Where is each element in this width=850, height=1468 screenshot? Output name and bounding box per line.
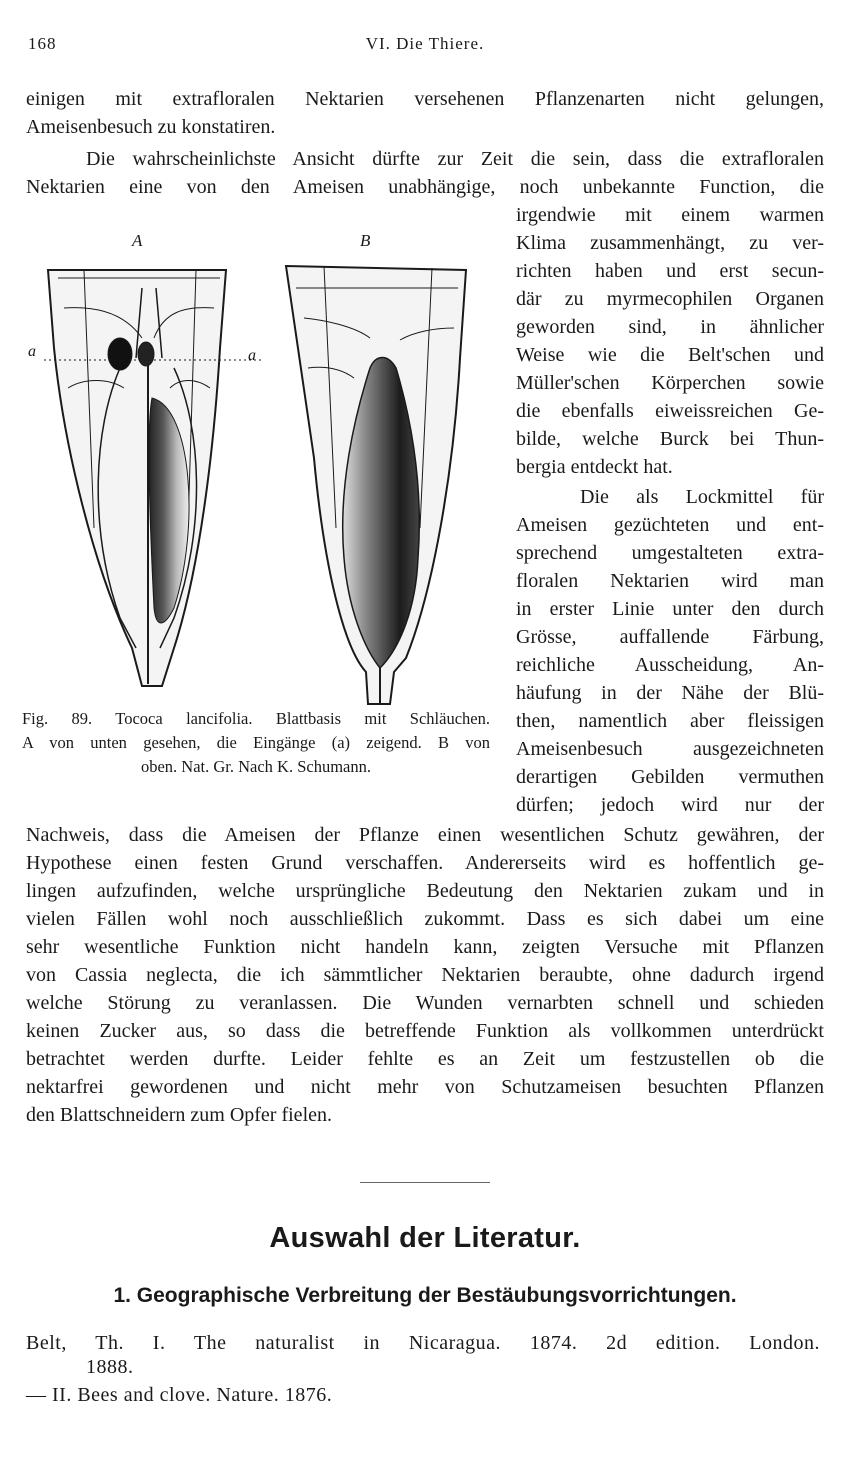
text-line: floralen Nektarien wird man <box>516 570 824 592</box>
figure-caption <box>22 707 490 779</box>
figure-illustration <box>24 228 494 718</box>
page-number: 168 <box>28 34 57 53</box>
section-divider <box>360 1182 490 1183</box>
text-line: von Cassia neglecta, die ich sämmtlicher Nektarien beraubte, ohne dadurch irgend <box>26 964 824 986</box>
text-line: Ameisenbesuch ausgezeichneten <box>516 738 824 760</box>
running-head <box>28 34 822 58</box>
figure-svg <box>24 228 494 718</box>
text-line: welche Störung zu veranlassen. Die Wunden vernarbten schnell und schieden <box>26 992 824 1014</box>
text-line: bilde, welche Burck bei Thun- <box>516 428 824 450</box>
literature-heading: Auswahl der Literatur. <box>269 1222 581 1254</box>
text-line: häufung in der Nähe der Blü- <box>516 682 824 704</box>
text-line: Die wahrscheinlichste Ansicht dürfte zur Zeit die sein, dass die extrafloralen <box>86 148 824 170</box>
text-line: derartigen Gebilden vermuthen <box>516 766 824 788</box>
text-line: richten haben und erst secun- <box>516 260 824 282</box>
text-line: keinen Zucker aus, so dass die betreffende Funktion als vollkommen unterdrückt <box>26 1020 824 1042</box>
text-line: där zu myrmecophilen Organen <box>516 288 824 310</box>
text-line: Ameisenbesuch zu konstatiren. <box>26 116 276 138</box>
text-line: die ebenfalls eiweissreichen Ge- <box>516 400 824 422</box>
reference-entry-continued: 1888. <box>86 1356 134 1378</box>
figure-marker-left: a <box>28 343 36 360</box>
text-line: sprechend umgestalteten extra- <box>516 542 824 564</box>
figure-b-drawing <box>286 266 466 704</box>
literature-subheading: 1. Geographische Verbreitung der Bestäubungsvorrichtungen. <box>113 1284 737 1307</box>
reference-entry: Belt, Th. I. The naturalist in Nicaragua. 1874. 2d edition. London. <box>26 1332 820 1354</box>
text-line: Ameisen gezüchteten und ent- <box>516 514 824 536</box>
text-line: Nachweis, dass die Ameisen der Pflanze einen wesentlichen Schutz gewähren, der <box>26 824 824 846</box>
text-line: Grösse, auffallende Färbung, <box>516 626 824 648</box>
text-line: irgendwie mit einem warmen <box>516 204 824 226</box>
figure-label-b: B <box>360 231 371 250</box>
figure-a-drawing <box>44 270 262 686</box>
text-line: vielen Fällen wohl noch ausschließlich zukommt. Dass es sich dabei um eine <box>26 908 824 930</box>
text-line: reichliche Ausscheidung, An- <box>516 654 824 676</box>
text-line: dürfen; jedoch wird nur der <box>516 794 824 816</box>
text-line: betrachtet werden durfte. Leider fehlte es an Zeit um festzustellen ob die <box>26 1048 824 1070</box>
text-line: geworden sind, in ähnlicher <box>516 316 824 338</box>
text-line: sehr wesentliche Funktion nicht handeln kann, zeigten Versuche mit Pflanzen <box>26 936 824 958</box>
text-line: Die als Lockmittel für <box>580 486 824 508</box>
text-line: Müller'schen Körperchen sowie <box>516 372 824 394</box>
caption-line: Fig. 89. Tococa lancifolia. Blattbasis mit Schläuchen. <box>22 709 490 728</box>
text-line: then, namentlich aber fleissigen <box>516 710 824 732</box>
figure-label-a: A <box>132 231 143 250</box>
text-line: Klima zusammenhängt, zu ver- <box>516 232 824 254</box>
caption-line: A von unten gesehen, die Eingänge (a) zeigend. B von <box>22 733 490 752</box>
text-line: lingen aufzufinden, welche ursprüngliche Bedeutung den Nektarien zukam und in <box>26 880 824 902</box>
reference-entry: — II. Bees and clove. Nature. 1876. <box>26 1384 333 1406</box>
text-line: Hypothese einen festen Grund verschaffen. Andererseits wird es hoffentlich ge- <box>26 852 824 874</box>
figure-marker-right: a <box>248 347 256 364</box>
text-line: Weise wie die Belt'schen und <box>516 344 824 366</box>
text-line: bergia entdeckt hat. <box>516 456 673 478</box>
text-line: den Blattschneidern zum Opfer fielen. <box>26 1104 332 1126</box>
text-line: in erster Linie unter den durch <box>516 598 824 620</box>
caption-line: oben. Nat. Gr. Nach K. Schumann. <box>140 757 372 776</box>
text-line: nektarfrei gewordenen und nicht mehr von Schutzameisen besuchten Pflanzen <box>26 1076 824 1098</box>
chapter-title: VI. Die Thiere. <box>365 34 485 53</box>
text-line: Nektarien eine von den Ameisen unabhängige, noch unbekannte Function, die <box>26 176 824 198</box>
text-line: einigen mit extrafloralen Nektarien versehenen Pflanzenarten nicht gelungen, <box>26 88 824 110</box>
